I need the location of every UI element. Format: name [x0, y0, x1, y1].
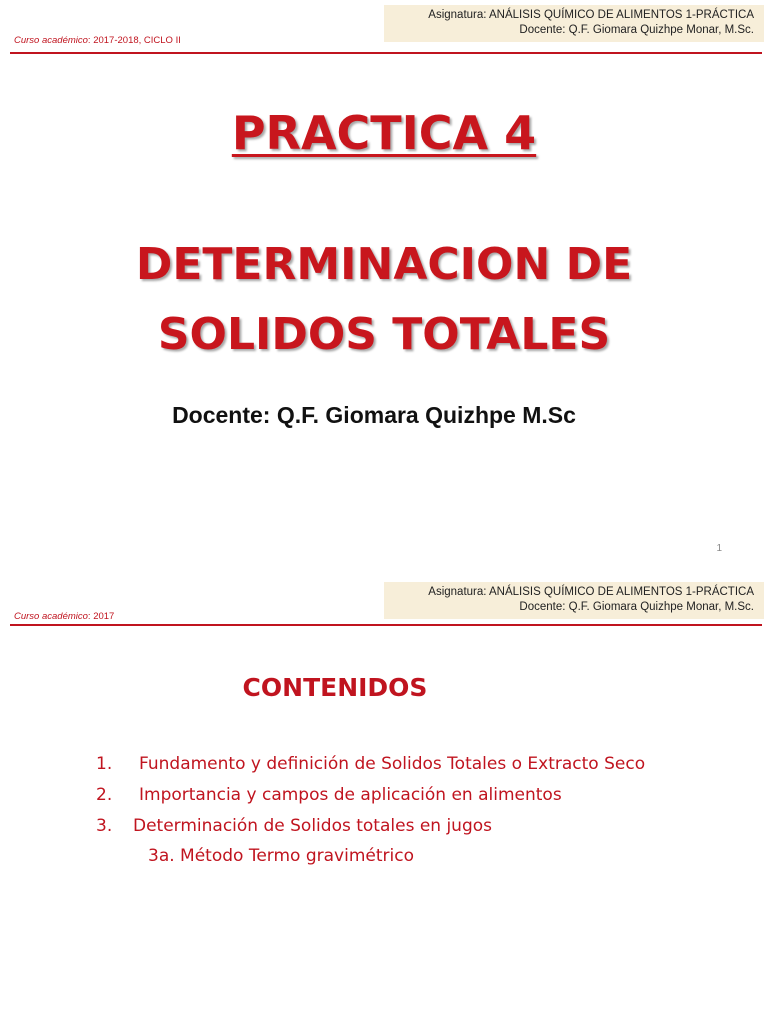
header-divider: [10, 52, 762, 54]
main-title-line-2: SOLIDOS TOTALES: [157, 309, 611, 360]
page-number: 1: [716, 543, 722, 554]
list-item-number: 2.: [96, 785, 113, 805]
teacher-name: Docente: Q.F. Giomara Quizhpe M.Sc: [172, 402, 576, 428]
course-value: : 2017: [87, 611, 115, 622]
list-item-text: Determinación de Solidos totales en jugos: [133, 816, 493, 836]
slide-2: [0, 578, 768, 1024]
subject-line: Asignatura: ANÁLISIS QUÍMICO DE ALIMENTOS 1-PRÁCTICA: [428, 586, 754, 598]
list-item-number: 3.: [96, 816, 113, 836]
course-info: [14, 611, 114, 622]
main-title-line-1: DETERMINACION DE: [135, 239, 633, 290]
list-item: [96, 785, 736, 816]
list-item: [96, 816, 736, 847]
contents-list: [96, 754, 736, 847]
contents-heading: CONTENIDOS: [242, 673, 428, 702]
teacher-line: Docente: Q.F. Giomara Quizhpe Monar, M.Sc.: [519, 601, 754, 613]
practice-title: PRACTICA 4: [231, 106, 537, 160]
list-item-text: Importancia y campos de aplicación en alimentos: [139, 785, 562, 805]
list-item-text: Fundamento y definición de Solidos Totales o Extracto Seco: [139, 754, 646, 774]
subject-header: [384, 582, 764, 619]
header-divider: [10, 624, 762, 626]
main-title: [0, 230, 768, 370]
course-label: Curso académico: [14, 35, 88, 46]
course-value: : 2017-2018, CICLO II: [87, 35, 181, 46]
teacher-line: Docente: Q.F. Giomara Quizhpe Monar, M.Sc.: [519, 24, 754, 36]
course-info: [14, 35, 181, 46]
list-item: [96, 754, 736, 785]
subject-header: [384, 5, 764, 42]
list-item-number: 1.: [96, 754, 113, 774]
list-subitem: 3a. Método Termo gravimétrico: [148, 846, 414, 866]
subject-line: Asignatura: ANÁLISIS QUÍMICO DE ALIMENTOS 1-PRÁCTICA: [428, 9, 754, 21]
course-label: Curso académico: [14, 611, 88, 622]
